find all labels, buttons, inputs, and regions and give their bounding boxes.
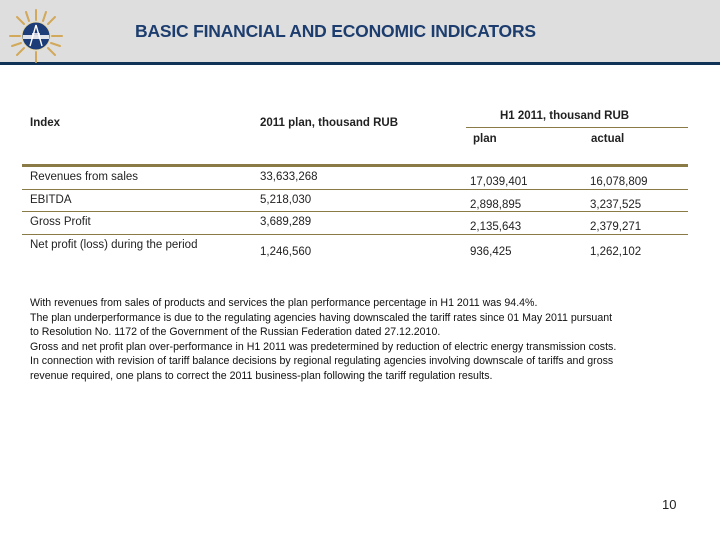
row-divider — [22, 211, 688, 212]
cell-h1-plan: 936,425 — [470, 246, 512, 258]
cell-plan-2011: 3,689,289 — [260, 216, 312, 228]
col-header-h1-group: H1 2011, thousand RUB — [500, 110, 630, 122]
cell-h1-plan: 2,898,895 — [470, 199, 522, 211]
cell-plan-2011: 1,246,560 — [260, 246, 312, 258]
page-number: 10 — [662, 497, 677, 512]
note-line: With revenues from sales of products and services the plan performance percentage in H1 2011 was 94.4%. — [30, 297, 538, 309]
group-header-rule — [466, 127, 688, 128]
cell-index: Revenues from sales — [30, 171, 139, 183]
note-line: The plan underperformance is due to the regulating agencies having downscaled the tariff rates since 01 May 2011 pursuant — [30, 311, 613, 324]
note-line: In connection with revision of tariff balance decisions by regional regulating agencies involving downscale of tariffs and gross — [30, 355, 614, 368]
notes-paragraph — [30, 296, 700, 384]
col-header-h1-actual: actual — [591, 133, 625, 145]
header-divider — [0, 62, 720, 65]
row-divider — [22, 234, 688, 235]
row-divider — [22, 189, 688, 190]
cell-h1-actual: 2,379,271 — [590, 221, 642, 233]
cell-index: Net profit (loss) during the period — [30, 239, 198, 251]
cell-h1-plan: 17,039,401 — [470, 176, 528, 188]
cell-h1-actual: 3,237,525 — [590, 199, 642, 211]
col-header-plan-2011: 2011 plan, thousand RUB — [260, 117, 399, 129]
page-title: BASIC FINANCIAL AND ECONOMIC INDICATORS — [135, 21, 536, 41]
cell-index: Gross Profit — [30, 216, 91, 228]
cell-h1-actual: 16,078,809 — [590, 176, 648, 188]
note-line: to Resolution No. 1172 of the Government of the Russian Federation dated 27.12.2010. — [30, 326, 441, 339]
company-logo-icon — [8, 8, 64, 64]
note-line: Gross and net profit plan over-performance in H1 2011 was predetermined by reduction of electric energy transmission costs. — [30, 340, 617, 353]
col-header-index: Index — [30, 117, 61, 129]
cell-plan-2011: 5,218,030 — [260, 194, 312, 206]
cell-plan-2011: 33,633,268 — [260, 171, 318, 183]
col-header-h1-plan: plan — [473, 133, 497, 145]
cell-index: EBITDA — [30, 194, 72, 206]
note-line: revenue required, one plans to correct the 2011 business-plan following the tariff regulation results. — [30, 369, 493, 382]
header-rule — [22, 164, 688, 167]
cell-h1-actual: 1,262,102 — [590, 246, 642, 258]
cell-h1-plan: 2,135,643 — [470, 221, 522, 233]
